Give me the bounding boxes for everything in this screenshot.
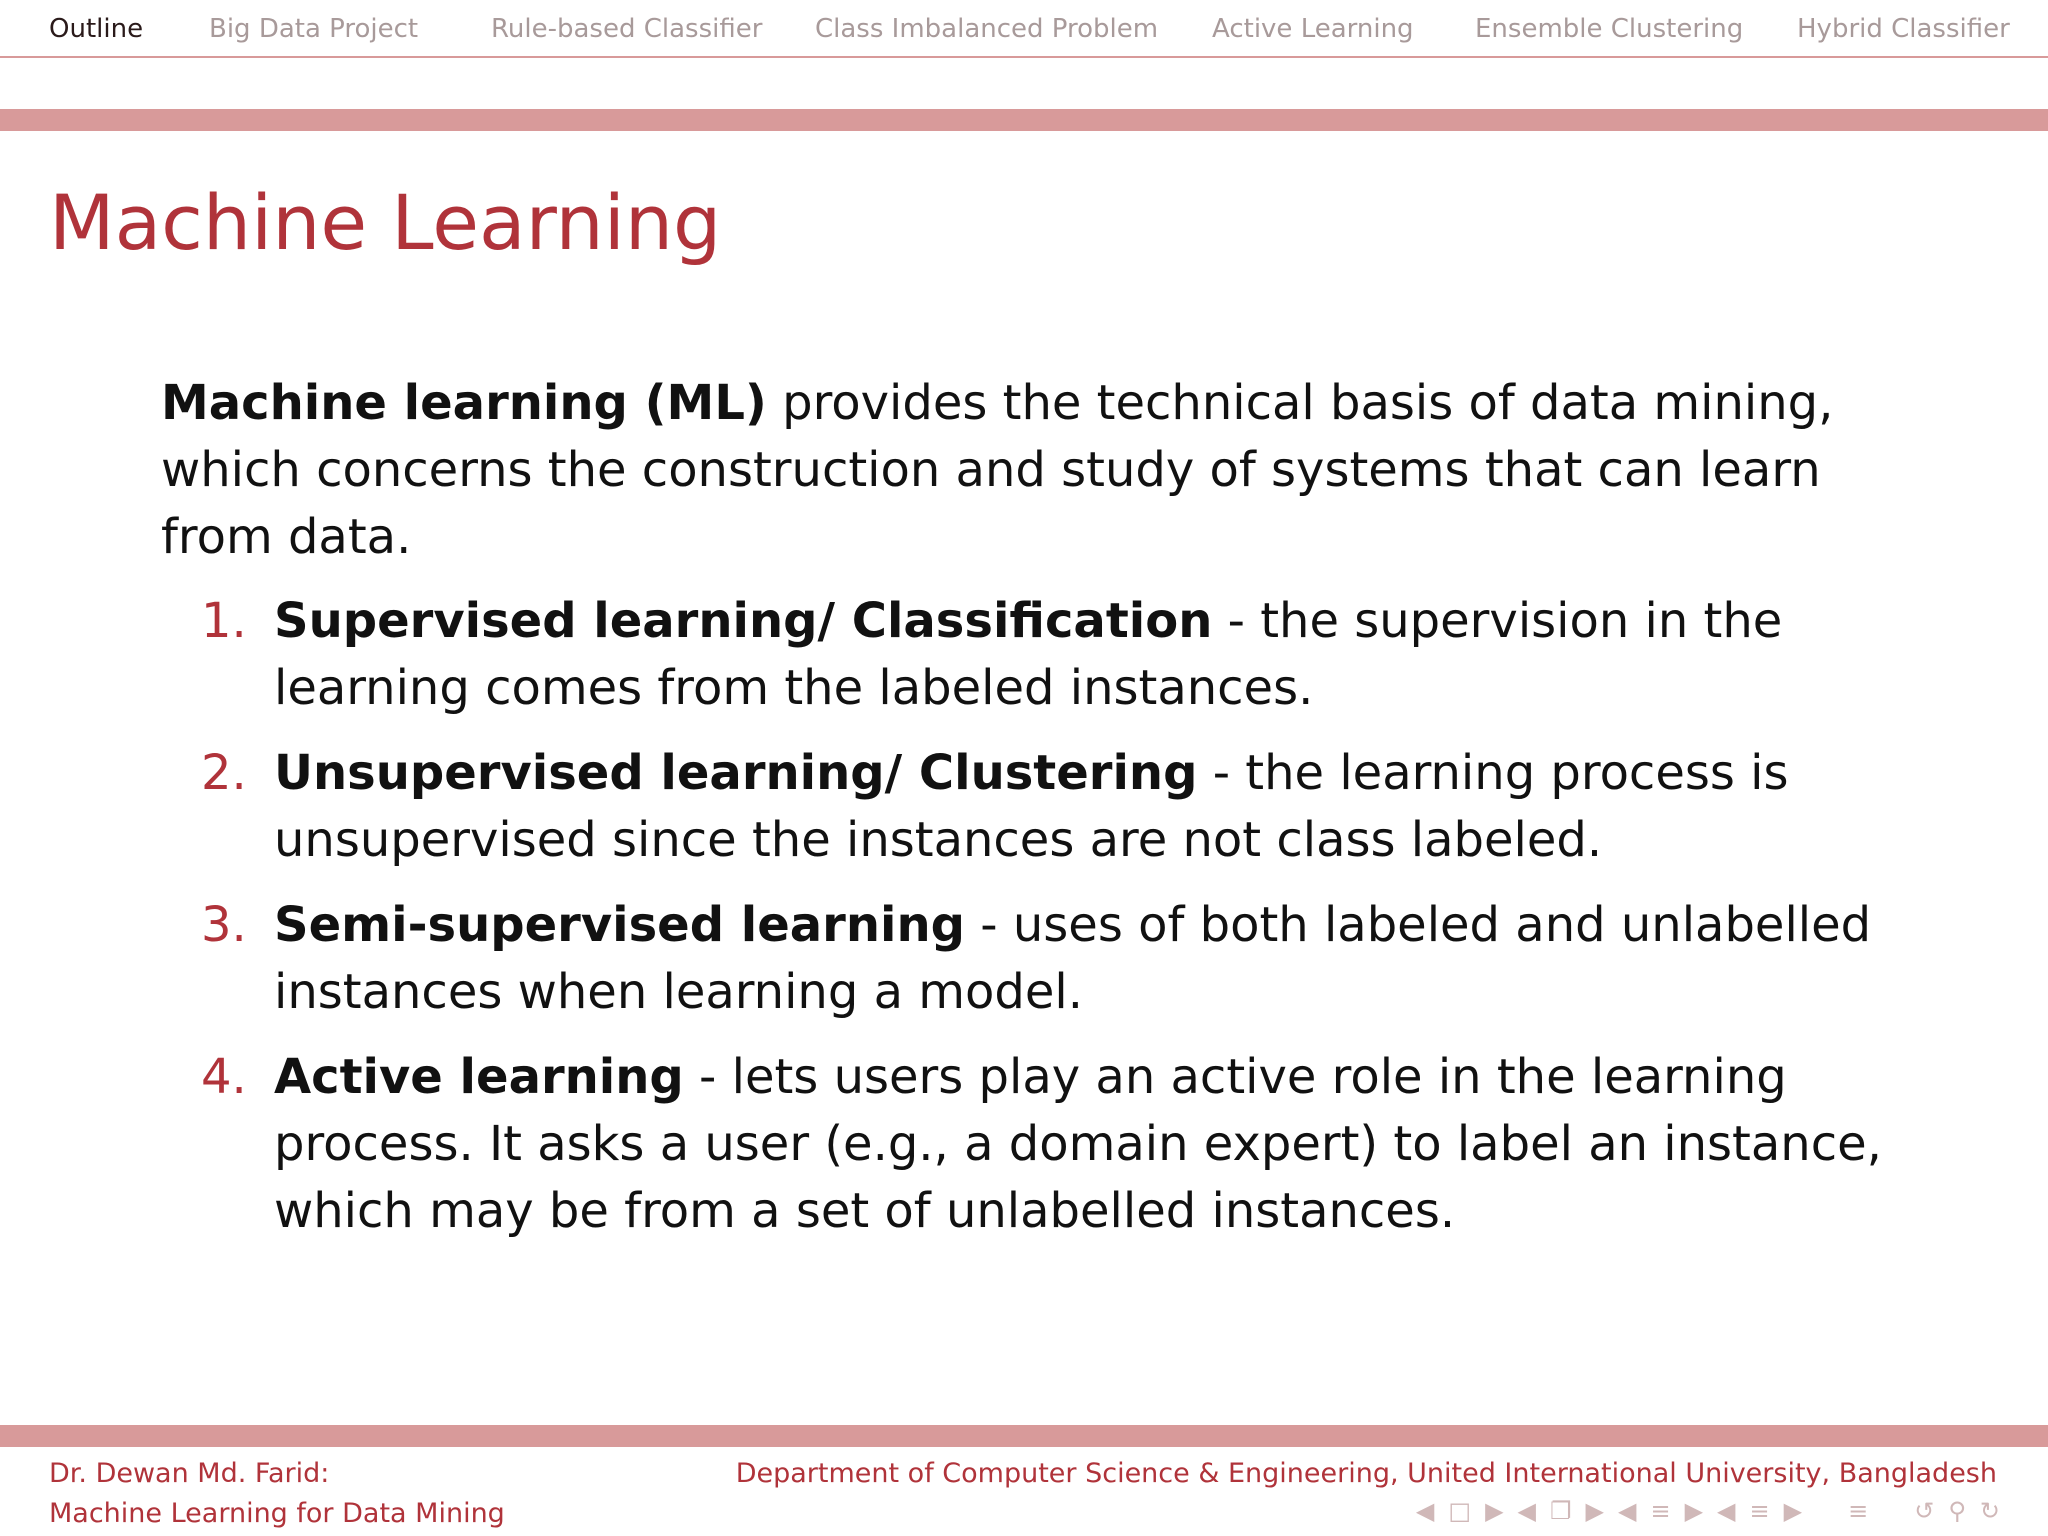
back-icon[interactable]: ↺ bbox=[1914, 1497, 1935, 1525]
subsection-icon[interactable]: ❐ bbox=[1550, 1497, 1572, 1525]
list-item bbox=[161, 892, 1901, 1026]
prev-section-icon[interactable]: ◀ bbox=[1618, 1497, 1637, 1525]
part-icon[interactable]: ≡ bbox=[1749, 1497, 1770, 1525]
next-slide-icon[interactable]: ▶ bbox=[1485, 1497, 1504, 1525]
list-text: - the supervision in the learning comes from the labeled instances. bbox=[274, 593, 1783, 716]
slide-title: Machine Learning bbox=[49, 178, 722, 267]
footer-course: Machine Learning for Data Mining bbox=[49, 1498, 505, 1529]
nav-item-outline[interactable]: Outline bbox=[49, 14, 144, 44]
search-icon[interactable]: ⚲ bbox=[1948, 1497, 1966, 1525]
next-subsection-icon[interactable]: ▶ bbox=[1585, 1497, 1604, 1525]
list-item bbox=[161, 1044, 1901, 1245]
forward-icon[interactable]: ↻ bbox=[1979, 1497, 2000, 1525]
footer-left bbox=[49, 1454, 505, 1534]
prev-slide-icon[interactable]: ◀ bbox=[1415, 1497, 1435, 1525]
learning-types-list bbox=[161, 588, 1901, 1263]
beamer-navigation bbox=[1416, 1494, 2000, 1528]
list-number: 3. bbox=[201, 897, 247, 953]
intro-paragraph bbox=[161, 370, 1861, 571]
footer-author: Dr. Dewan Md. Farid: bbox=[49, 1458, 330, 1489]
nav-item-big-data-project[interactable]: Big Data Project bbox=[209, 14, 419, 44]
section-icon[interactable]: ≡ bbox=[1650, 1497, 1671, 1525]
footer-band bbox=[0, 1425, 2048, 1447]
nav-item-hybrid-classifier[interactable]: Hybrid Classifier bbox=[1797, 14, 2010, 44]
intro-text: provides the technical basis of data mining, which concerns the construction and study of systems that can learn from data. bbox=[161, 375, 1834, 565]
next-section-icon[interactable]: ▶ bbox=[1684, 1497, 1704, 1525]
list-item bbox=[161, 588, 1901, 722]
slide-frame-icon[interactable]: □ bbox=[1448, 1497, 1472, 1525]
header-band bbox=[0, 109, 2048, 131]
section-navigation bbox=[0, 0, 2048, 58]
list-text: - lets users play an active role in the learning process. It asks a user (e.g., a domain expert) to label an instance, which may be from a set of unlabelled instances. bbox=[274, 1049, 1882, 1239]
intro-term: Machine learning (ML) bbox=[161, 375, 767, 431]
document-icon[interactable]: ≡ bbox=[1848, 1497, 1869, 1525]
list-term: Semi-supervised learning bbox=[274, 897, 966, 953]
list-text: - the learning process is unsupervised since the instances are not class labeled. bbox=[274, 745, 1789, 868]
prev-part-icon[interactable]: ◀ bbox=[1717, 1497, 1736, 1525]
list-text: - uses of both labeled and unlabelled instances when learning a model. bbox=[274, 897, 1872, 1020]
list-number: 4. bbox=[201, 1049, 247, 1105]
prev-subsection-icon[interactable]: ◀ bbox=[1517, 1497, 1537, 1525]
list-term: Supervised learning/ Classification bbox=[274, 593, 1213, 649]
list-number: 1. bbox=[201, 593, 247, 649]
nav-item-rule-based-classifier[interactable]: Rule-based Classifier bbox=[491, 14, 763, 44]
footer-department: Department of Computer Science & Engineering, United International University, Bangladesh bbox=[735, 1458, 1997, 1489]
list-term: Unsupervised learning/ Clustering bbox=[274, 745, 1198, 801]
nav-item-class-imbalanced-problem[interactable]: Class Imbalanced Problem bbox=[815, 14, 1159, 44]
next-part-icon[interactable]: ▶ bbox=[1783, 1497, 1803, 1525]
list-item bbox=[161, 740, 1901, 874]
nav-item-ensemble-clustering[interactable]: Ensemble Clustering bbox=[1475, 14, 1744, 44]
list-term: Active learning bbox=[274, 1049, 684, 1105]
nav-item-active-learning[interactable]: Active Learning bbox=[1212, 14, 1414, 44]
list-number: 2. bbox=[201, 745, 247, 801]
